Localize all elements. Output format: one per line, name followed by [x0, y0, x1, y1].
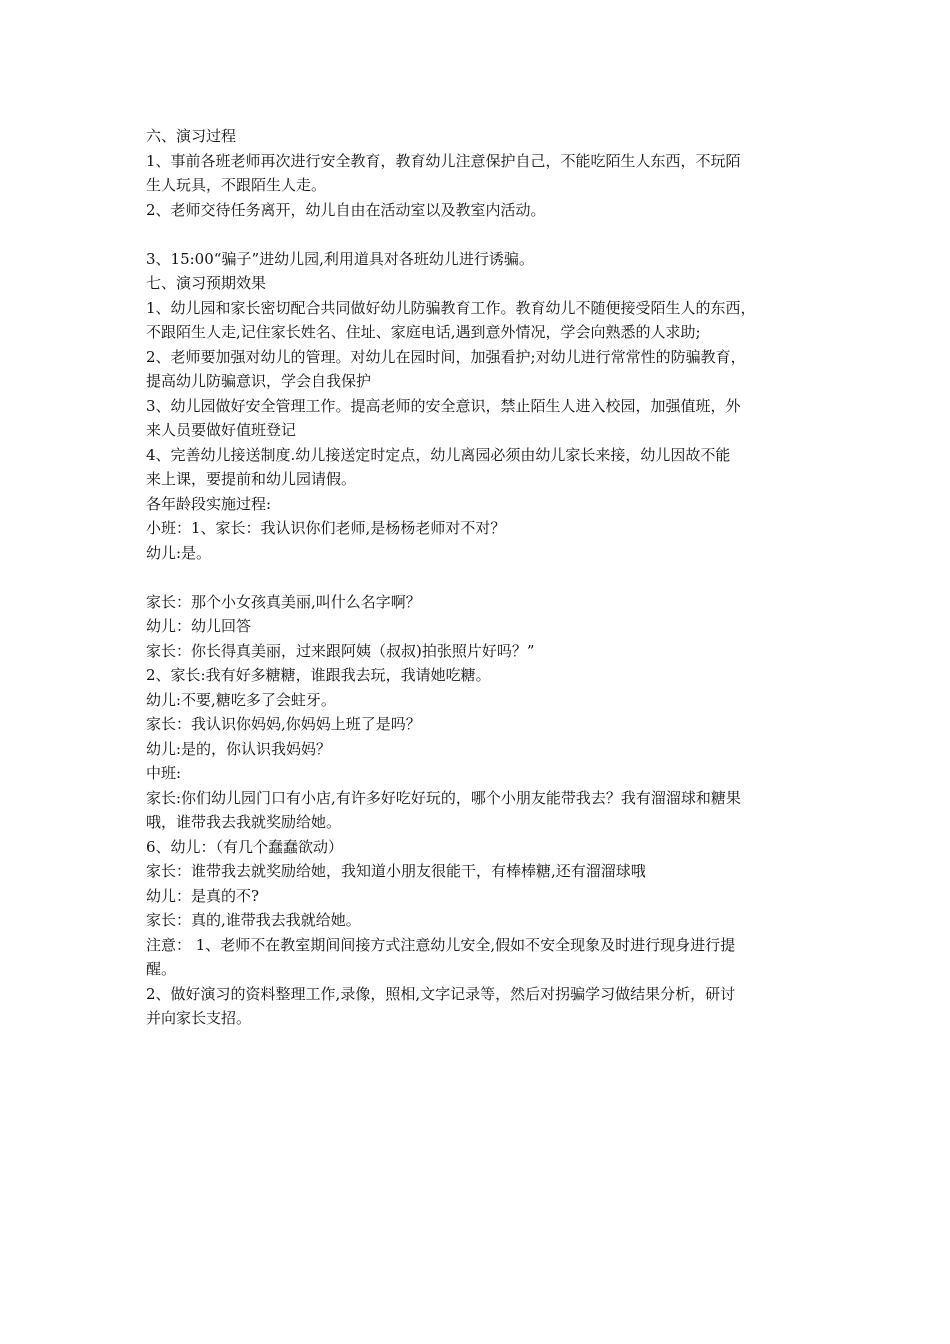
dialogue-line: 幼儿:是。	[146, 543, 212, 562]
text-line: 来上课，要提前和幼儿园请假。	[146, 470, 357, 488]
dialogue-line: 幼儿:是的，你认识我妈妈？	[146, 739, 332, 758]
text-line: 醒。	[146, 960, 177, 978]
dialogue-line: 家长：那个小女孩真美丽,叫什么名字啊？	[146, 592, 421, 611]
blank-line	[146, 222, 816, 247]
text-line: 2、老师交待任务离开，幼儿自由在活动室以及教室内活动。	[146, 200, 546, 219]
dialogue-line: 幼儿：是真的不?	[146, 886, 260, 905]
dialogue-line: 家长：你长得真美丽，过来跟阿姨（叔叔)拍张照片好吗？”	[146, 641, 535, 660]
text-line: 提高幼儿防骗意识，学会自我保护	[146, 372, 372, 390]
text-line: 2、老师要加强对幼儿的管理。对幼儿在园时间，加强看护;对幼儿进行常常性的防骗教育，	[146, 347, 746, 366]
text-line: 注意： 1、老师不在教室期间间接方式注意幼儿安全,假如不安全现象及时进行现身进行提	[146, 935, 736, 954]
section-heading-6: 六、演习过程	[146, 127, 237, 145]
text-line: 2、做好演习的资料整理工作,录像，照相,文字记录等，然后对拐骗学习做结果分析，研讨	[146, 984, 736, 1003]
dialogue-line: 家长：谁带我去就奖励给她，我知道小朋友很能干，有棒棒糖,还有溜溜球哦	[146, 862, 646, 880]
text-line: 3、幼儿园做好安全管理工作。提高老师的安全意识，禁止陌生人进入校园，加强值班，外	[146, 396, 741, 415]
text-line: 中班:	[146, 764, 182, 782]
text-line: 并向家长支招。	[146, 1009, 252, 1027]
dialogue-line: 小班：1、家长：我认识你们老师,是杨杨老师对不对？	[146, 519, 506, 537]
dialogue-line: 6、幼儿：（有几个蠢蠢欲动）	[146, 837, 344, 856]
dialogue-line: 家长：我认识你妈妈,你妈妈上班了是吗？	[146, 715, 421, 733]
dialogue-line: 幼儿：幼儿回答	[146, 617, 252, 635]
dialogue-line: 家长：真的,谁带我去我就给她。	[146, 911, 361, 929]
text-line: 生人玩具，不跟陌生人走。	[146, 176, 327, 194]
dialogue-line: 家长:你们幼儿园门口有小店,有许多好吃好玩的，哪个小朋友能带我去？我有溜溜球和糖果	[146, 788, 741, 807]
text-line: 不跟陌生人走,记住家长姓名、住址、家庭电话,遇到意外情况，学会向熟悉的人求助;	[146, 323, 701, 341]
text-line: 1、幼儿园和家长密切配合共同做好幼儿防骗教育工作。教育幼儿不随便接受陌生人的东西，	[146, 298, 756, 317]
dialogue-line: 幼儿:不要,糖吃多了会蛀牙。	[146, 690, 336, 709]
text-line: 各年龄段实施过程:	[146, 494, 272, 513]
text-line: 4、完善幼儿接送制度.幼儿接送定时定点，幼儿离园必须由幼儿家长来接，幼儿因故不能	[146, 445, 731, 464]
text-line: 1、事前各班老师再次进行安全教育，教育幼儿注意保护自己，不能吃陌生人东西，不玩陌	[146, 151, 741, 170]
text-line: 来人员要做好值班登记	[146, 421, 297, 439]
dialogue-line: 2、家长:我有好多糖糖，谁跟我去玩，我请她吃糖。	[146, 666, 491, 684]
blank-line	[146, 565, 816, 590]
text-line: 3、15:00“骗子”进幼儿园,利用道具对各班幼儿进行诱骗。	[146, 249, 534, 268]
document-body	[146, 124, 816, 1031]
section-heading-7: 七、演习预期效果	[146, 274, 267, 292]
dialogue-line: 哦，谁带我去我就奖励给她。	[146, 813, 342, 831]
